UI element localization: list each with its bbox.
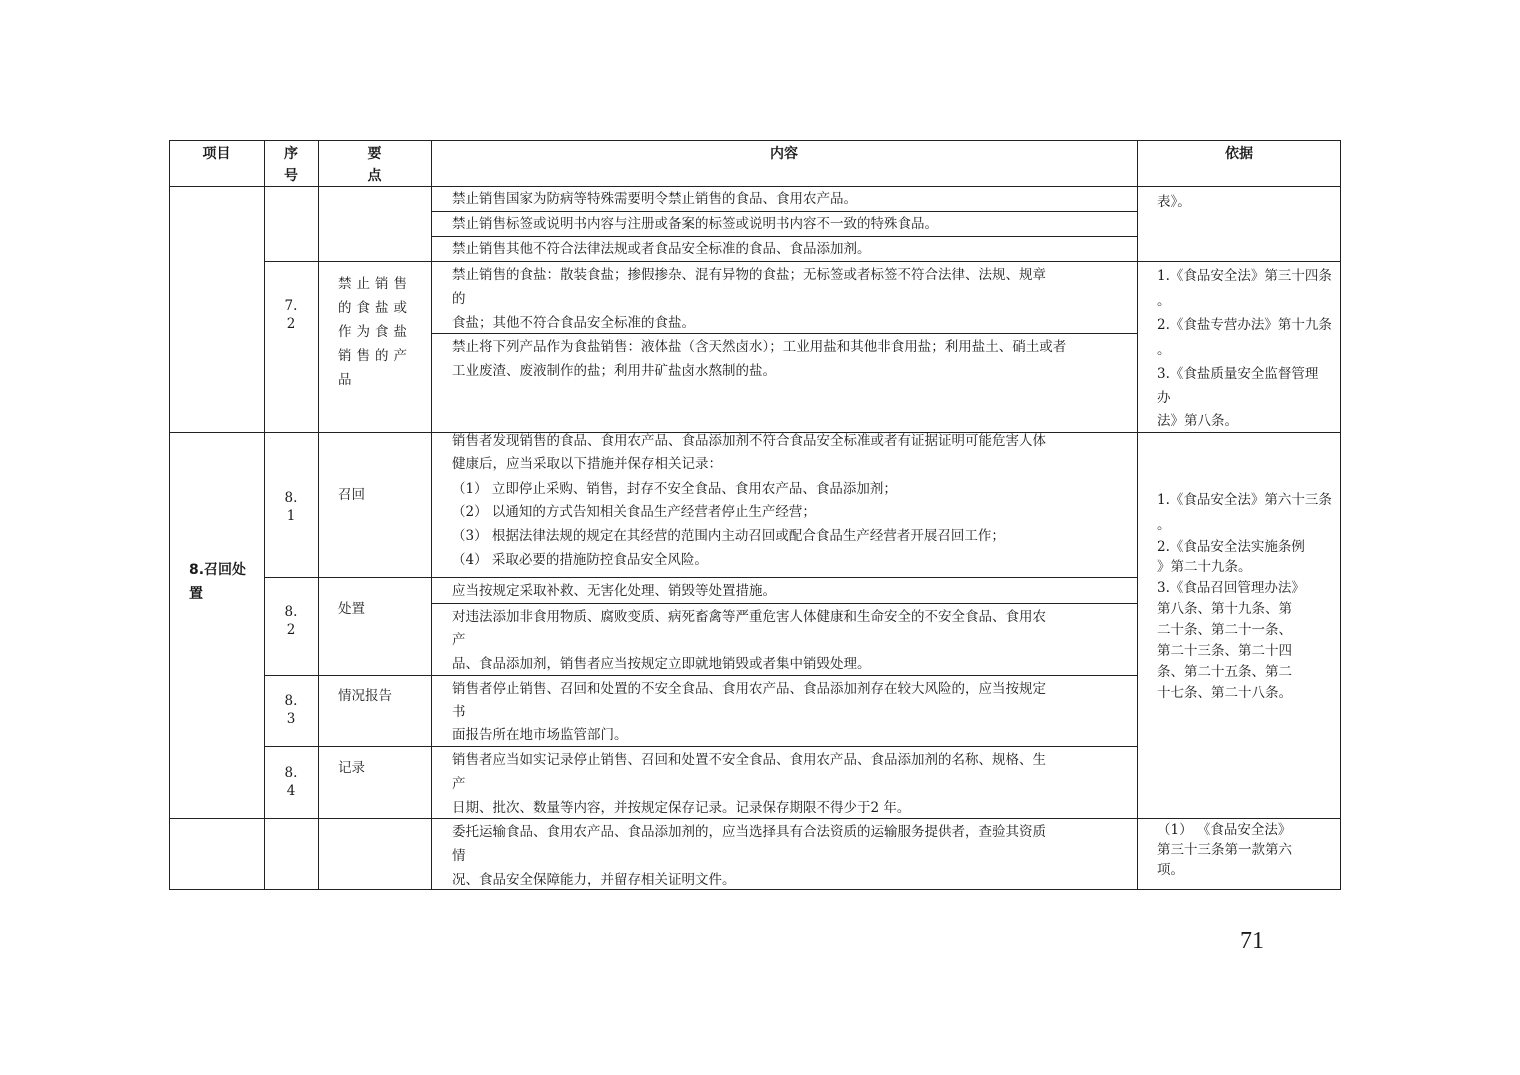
content-line: （3） 根据法律法规的规定在其经营的范围内主动召回或配合食品生产经营者开展召回工作； [452, 528, 1005, 544]
basis-line: 3.《食盐质量安全监督管理 [1157, 366, 1319, 382]
content-line: 品、食品添加剂，销售者应当按规定立即就地销毁或者集中销毁处理。 [452, 656, 871, 672]
basis-text: 表》。 [1157, 194, 1191, 210]
content-line: 产 [452, 632, 466, 648]
basis-line: 法》第八条。 [1157, 413, 1238, 429]
content-line: 禁止将下列产品作为食盐销售：液体盐（含天然卤水）；工业用盐和其他非食用盐；利用盐土、硝土或者 [452, 339, 1067, 355]
basis-line: 。 [1157, 342, 1171, 358]
header-seq-2: 号 [284, 168, 298, 184]
section-title: 8.召回处 [189, 562, 247, 578]
basis-line: 。 [1157, 517, 1171, 533]
basis-line: 第八条、第十九条、第 [1157, 601, 1292, 617]
content-row: 禁止销售国家为防病等特殊需要明令禁止销售的食品、食用农产品。 [452, 191, 857, 207]
key-point: 处置 [338, 601, 365, 617]
content-line: 况、食品安全保障能力，并留存相关证明文件。 [452, 872, 736, 888]
basis-line: 第三十三条第一款第六 [1157, 842, 1292, 858]
key-point: 作为食盐 [338, 324, 412, 340]
seq-number: 2 [286, 622, 296, 638]
basis-line: 项。 [1157, 862, 1184, 878]
content-line: 对违法添加非食用物质、腐败变质、病死畜禽等严重危害人体健康和生命安全的不安全食品、食用农 [452, 609, 1046, 625]
basis-line: （1） 《食品安全法》 [1157, 822, 1292, 838]
content-line: 食盐；其他不符合食品安全标准的食盐。 [452, 315, 695, 331]
seq-number: 2 [286, 316, 296, 332]
content-line: （1） 立即停止采购、销售，封存不安全食品、食用农产品、食品添加剂； [452, 481, 897, 497]
content-line: 销售者停止销售、召回和处置的不安全食品、食用农产品、食品添加剂存在较大风险的，应当按规定 [452, 681, 1046, 697]
header-seq-1: 序 [284, 146, 298, 162]
seq-number: 3 [286, 711, 296, 727]
basis-line: 1.《食品安全法》第六十三条 [1157, 492, 1332, 508]
key-point: 销售的产 [338, 348, 412, 364]
header-key-2: 点 [367, 168, 382, 184]
seq-number: 8. [284, 604, 298, 620]
content-line: 情 [452, 848, 466, 864]
content-line: 面报告所在地市场监管部门。 [452, 727, 628, 743]
key-point: 记录 [338, 760, 365, 776]
seq-number: 7. [284, 298, 298, 314]
seq-number: 1 [286, 508, 296, 524]
header-item: 项目 [202, 146, 231, 162]
content-line: 销售者应当如实记录停止销售、召回和处置不安全食品、食用农产品、食品添加剂的名称、规格、生 [452, 752, 1046, 768]
content-line: 的 [452, 291, 466, 307]
seq-number: 8. [284, 490, 298, 506]
seq-number: 4 [286, 783, 296, 799]
content-row: 禁止销售其他不符合法律法规或者食品安全标准的食品、食品添加剂。 [452, 241, 871, 257]
key-point: 召回 [338, 487, 365, 503]
key-point: 情况报告 [338, 688, 392, 704]
seq-number: 8. [284, 765, 298, 781]
basis-line: 第二十三条、第二十四 [1157, 643, 1292, 659]
key-point: 禁止销售 [338, 276, 412, 292]
key-point: 的食盐或 [338, 300, 412, 316]
basis-line: 二十条、第二十一条、 [1157, 622, 1292, 638]
basis-line: 2.《食品安全法实施条例 [1157, 539, 1305, 555]
basis-line: 条、第二十五条、第二 [1157, 664, 1292, 680]
content-line: （2） 以通知的方式告知相关食品生产经营者停止生产经营； [452, 504, 816, 520]
basis-line: 。 [1157, 293, 1171, 309]
content-row: 禁止销售标签或说明书内容与注册或备案的标签或说明书内容不一致的特殊食品。 [452, 216, 938, 232]
page-number: 71 [1240, 928, 1264, 954]
content-line: 禁止销售的食盐：散装食盐；掺假掺杂、混有异物的食盐；无标签或者标签不符合法律、法规、规章 [452, 267, 1046, 283]
basis-line: 1.《食品安全法》第三十四条 [1157, 268, 1332, 284]
basis-line: 十七条、第二十八条。 [1157, 685, 1292, 701]
header-content: 内容 [770, 146, 798, 162]
content-line: 应当按规定采取补救、无害化处理、销毁等处置措施。 [452, 583, 776, 599]
header-key-1: 要 [367, 146, 382, 162]
basis-line: 2.《食盐专营办法》第十九条 [1157, 317, 1332, 333]
header-basis: 依据 [1225, 146, 1253, 162]
content-line: 销售者发现销售的食品、食用农产品、食品添加剂不符合食品安全标准或者有证据证明可能危害人体 [452, 433, 1046, 449]
basis-line: 》第二十九条。 [1157, 559, 1252, 575]
seq-number: 8. [284, 693, 298, 709]
basis-line: 办 [1157, 390, 1171, 406]
basis-line: 3.《食品召回管理办法》 [1157, 580, 1305, 596]
content-line: 工业废渣、废液制作的盐；利用井矿盐卤水熬制的盐。 [452, 363, 776, 379]
key-point: 品 [338, 372, 357, 388]
content-line: 产 [452, 776, 466, 792]
content-line: （4） 采取必要的措施防控食品安全风险。 [452, 552, 708, 568]
content-line: 书 [452, 704, 466, 720]
section-title: 置 [189, 586, 203, 602]
content-line: 健康后，应当采取以下措施并保存相关记录： [452, 456, 722, 472]
content-line: 日期、批次、数量等内容，并按规定保存记录。记录保存期限不得少于2 年。 [452, 800, 911, 816]
content-line: 委托运输食品、食用农产品、食品添加剂的，应当选择具有合法资质的运输服务提供者，查验其资质 [452, 824, 1046, 840]
